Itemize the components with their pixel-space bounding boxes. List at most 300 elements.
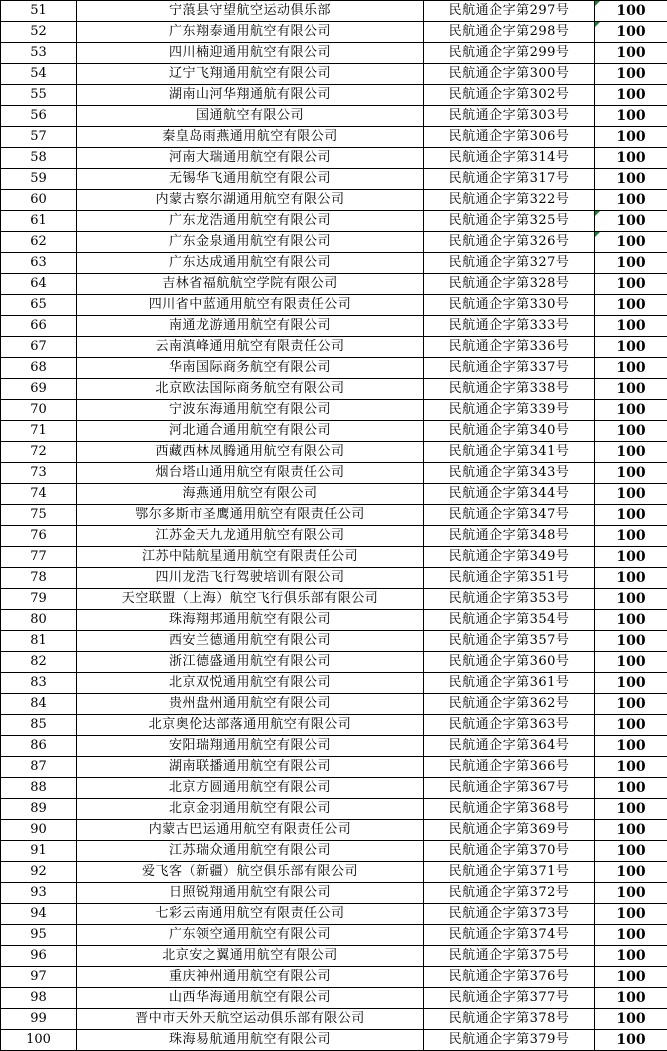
license-number-text: 民航通企字第360号 <box>448 654 570 669</box>
score-cell <box>595 274 667 295</box>
row-number-cell <box>1 568 77 589</box>
company-name-cell <box>77 43 424 64</box>
row-number-cell <box>1 148 77 169</box>
table-body <box>1 1 667 1051</box>
company-name-cell <box>77 715 424 736</box>
company-name-text: 北京欧法国际商务航空有限公司 <box>155 381 345 396</box>
score-text: 100 <box>616 87 646 103</box>
license-number-text: 民航通企字第372号 <box>448 885 570 900</box>
row-number-cell <box>1 820 77 841</box>
row-number-cell <box>1 421 77 442</box>
row-number-cell <box>1 211 77 232</box>
table-row <box>1 904 667 925</box>
score-cell <box>595 253 667 274</box>
row-number-text: 53 <box>30 45 47 60</box>
table-row <box>1 43 667 64</box>
table-row <box>1 757 667 778</box>
license-number-cell <box>424 316 595 337</box>
score-cell <box>595 820 667 841</box>
row-number-cell <box>1 337 77 358</box>
license-number-text: 民航通企字第379号 <box>448 1032 570 1047</box>
license-number-text: 民航通企字第357号 <box>448 633 570 648</box>
row-number-cell <box>1 589 77 610</box>
score-text: 100 <box>616 192 646 208</box>
company-name-cell <box>77 442 424 463</box>
license-number-cell <box>424 211 595 232</box>
license-number-cell <box>424 22 595 43</box>
license-number-cell <box>424 190 595 211</box>
score-cell <box>595 43 667 64</box>
score-text: 100 <box>616 45 646 61</box>
table-row <box>1 421 667 442</box>
score-text: 100 <box>616 465 646 481</box>
score-cell <box>595 946 667 967</box>
table-row <box>1 715 667 736</box>
row-number-text: 92 <box>30 864 47 879</box>
license-number-cell <box>424 547 595 568</box>
license-number-text: 民航通企字第368号 <box>448 801 570 816</box>
license-number-text: 民航通企字第348号 <box>448 528 570 543</box>
company-name-text: 四川龙浩飞行驾驶培训有限公司 <box>155 570 345 585</box>
company-name-cell <box>77 505 424 526</box>
company-name-text: 内蒙古察尔湖通用航空有限公司 <box>155 192 345 207</box>
row-number-cell <box>1 358 77 379</box>
score-text: 100 <box>616 276 646 292</box>
company-name-cell <box>77 379 424 400</box>
company-name-cell <box>77 316 424 337</box>
license-number-text: 民航通企字第336号 <box>448 339 570 354</box>
comment-marker-icon <box>595 211 600 216</box>
company-name-cell <box>77 190 424 211</box>
table-row <box>1 946 667 967</box>
score-text: 100 <box>616 759 646 775</box>
company-name-cell <box>77 694 424 715</box>
score-text: 100 <box>616 129 646 145</box>
table-row <box>1 337 667 358</box>
company-name-cell <box>77 631 424 652</box>
row-number-cell <box>1 295 77 316</box>
license-number-text: 民航通企字第314号 <box>448 150 570 165</box>
license-number-text: 民航通企字第325号 <box>448 213 570 228</box>
license-number-text: 民航通企字第298号 <box>448 24 570 39</box>
score-cell <box>595 694 667 715</box>
row-number-text: 100 <box>26 1032 51 1047</box>
table-row <box>1 64 667 85</box>
license-number-cell <box>424 841 595 862</box>
company-name-cell <box>77 463 424 484</box>
row-number-cell <box>1 43 77 64</box>
score-cell <box>595 400 667 421</box>
row-number-cell <box>1 505 77 526</box>
company-name-cell <box>77 652 424 673</box>
score-cell <box>595 169 667 190</box>
license-number-cell <box>424 673 595 694</box>
company-name-cell <box>77 169 424 190</box>
license-number-cell <box>424 64 595 85</box>
company-name-text: 湖南联播通用航空有限公司 <box>168 759 331 774</box>
score-text: 100 <box>616 864 646 880</box>
score-cell <box>595 1030 667 1051</box>
score-cell <box>595 547 667 568</box>
company-name-cell <box>77 1009 424 1030</box>
score-text: 100 <box>616 339 646 355</box>
score-cell <box>595 358 667 379</box>
table-row <box>1 694 667 715</box>
company-name-cell <box>77 568 424 589</box>
row-number-text: 62 <box>30 234 47 249</box>
row-number-cell <box>1 967 77 988</box>
row-number-cell <box>1 253 77 274</box>
score-text: 100 <box>616 528 646 544</box>
license-number-cell <box>424 883 595 904</box>
license-number-cell <box>424 379 595 400</box>
company-name-cell <box>77 988 424 1009</box>
company-name-text: 广东龙浩通用航空有限公司 <box>168 213 331 228</box>
score-cell <box>595 862 667 883</box>
license-number-text: 民航通企字第370号 <box>448 843 570 858</box>
row-number-cell <box>1 274 77 295</box>
company-name-cell <box>77 1 424 22</box>
company-name-text: 四川楠迎通用航空有限公司 <box>168 45 331 60</box>
row-number-text: 86 <box>30 738 47 753</box>
license-number-text: 民航通企字第367号 <box>448 780 570 795</box>
score-text: 100 <box>616 423 646 439</box>
score-text: 100 <box>616 66 646 82</box>
license-number-text: 民航通企字第349号 <box>448 549 570 564</box>
row-number-text: 97 <box>30 969 47 984</box>
score-text: 100 <box>616 108 646 124</box>
license-number-cell <box>424 253 595 274</box>
score-cell <box>595 988 667 1009</box>
company-name-cell <box>77 1030 424 1051</box>
company-name-text: 云南滇峰通用航空有限责任公司 <box>155 339 345 354</box>
company-name-text: 七彩云南通用航空有限责任公司 <box>155 906 345 921</box>
score-text: 100 <box>616 654 646 670</box>
table-row <box>1 274 667 295</box>
score-text: 100 <box>616 675 646 691</box>
score-text: 100 <box>616 171 646 187</box>
score-text: 100 <box>616 927 646 943</box>
license-number-cell <box>424 148 595 169</box>
row-number-cell <box>1 127 77 148</box>
score-cell <box>595 295 667 316</box>
row-number-cell <box>1 925 77 946</box>
score-cell <box>595 85 667 106</box>
company-name-text: 南通龙游通用航空有限公司 <box>168 318 331 333</box>
company-name-text: 贵州盘州通用航空有限公司 <box>168 696 331 711</box>
score-cell <box>595 442 667 463</box>
license-number-text: 民航通企字第371号 <box>448 864 570 879</box>
company-name-cell <box>77 85 424 106</box>
company-name-cell <box>77 337 424 358</box>
table-row <box>1 358 667 379</box>
score-text: 100 <box>616 381 646 397</box>
license-number-text: 民航通企字第376号 <box>448 969 570 984</box>
company-name-text: 江苏中陆航星通用航空有限责任公司 <box>141 549 358 564</box>
table-row <box>1 484 667 505</box>
table-row <box>1 925 667 946</box>
license-number-text: 民航通企字第330号 <box>448 297 570 312</box>
table-row <box>1 148 667 169</box>
license-number-text: 民航通企字第347号 <box>448 507 570 522</box>
license-number-cell <box>424 820 595 841</box>
license-number-text: 民航通企字第341号 <box>448 444 570 459</box>
company-name-text: 宁波东海通用航空有限公司 <box>168 402 331 417</box>
row-number-cell <box>1 694 77 715</box>
company-name-text: 西藏西林凤腾通用航空有限公司 <box>155 444 345 459</box>
score-cell <box>595 463 667 484</box>
company-name-cell <box>77 589 424 610</box>
table-row <box>1 736 667 757</box>
row-number-cell <box>1 757 77 778</box>
score-cell <box>595 127 667 148</box>
row-number-text: 82 <box>30 654 47 669</box>
score-text: 100 <box>616 3 646 19</box>
row-number-cell <box>1 316 77 337</box>
license-number-cell <box>424 106 595 127</box>
score-text: 100 <box>616 486 646 502</box>
license-number-cell <box>424 505 595 526</box>
row-number-cell <box>1 442 77 463</box>
row-number-cell <box>1 799 77 820</box>
company-name-text: 宁蒗县守望航空运动俱乐部 <box>168 3 331 18</box>
row-number-text: 83 <box>30 675 47 690</box>
row-number-cell <box>1 169 77 190</box>
company-name-cell <box>77 22 424 43</box>
row-number-text: 72 <box>30 444 47 459</box>
table-row <box>1 232 667 253</box>
row-number-cell <box>1 673 77 694</box>
table-row <box>1 442 667 463</box>
license-number-text: 民航通企字第374号 <box>448 927 570 942</box>
license-number-text: 民航通企字第354号 <box>448 612 570 627</box>
license-number-cell <box>424 1030 595 1051</box>
score-cell <box>595 106 667 127</box>
row-number-text: 66 <box>30 318 47 333</box>
row-number-text: 60 <box>30 192 47 207</box>
score-cell <box>595 610 667 631</box>
company-name-text: 江苏瑞众通用航空有限公司 <box>168 843 331 858</box>
score-cell <box>595 421 667 442</box>
row-number-cell <box>1 190 77 211</box>
row-number-cell <box>1 379 77 400</box>
license-number-cell <box>424 946 595 967</box>
company-name-cell <box>77 967 424 988</box>
score-text: 100 <box>616 885 646 901</box>
company-name-text: 北京方圆通用航空有限公司 <box>168 780 331 795</box>
score-text: 100 <box>616 318 646 334</box>
score-text: 100 <box>616 150 646 166</box>
license-number-cell <box>424 694 595 715</box>
license-number-text: 民航通企字第362号 <box>448 696 570 711</box>
row-number-text: 93 <box>30 885 47 900</box>
license-number-cell <box>424 568 595 589</box>
row-number-text: 61 <box>30 213 47 228</box>
row-number-text: 77 <box>30 549 47 564</box>
score-text: 100 <box>616 801 646 817</box>
license-number-cell <box>424 1009 595 1030</box>
license-number-cell <box>424 862 595 883</box>
score-cell <box>595 1 667 22</box>
row-number-cell <box>1 22 77 43</box>
company-name-text: 北京安之翼通用航空有限公司 <box>162 948 338 963</box>
row-number-text: 81 <box>30 633 47 648</box>
row-number-cell <box>1 988 77 1009</box>
row-number-text: 67 <box>30 339 47 354</box>
row-number-text: 57 <box>30 129 47 144</box>
row-number-text: 78 <box>30 570 47 585</box>
company-name-cell <box>77 862 424 883</box>
company-name-cell <box>77 946 424 967</box>
row-number-text: 99 <box>30 1011 47 1026</box>
license-number-text: 民航通企字第337号 <box>448 360 570 375</box>
license-number-cell <box>424 400 595 421</box>
row-number-text: 96 <box>30 948 47 963</box>
row-number-cell <box>1 463 77 484</box>
company-name-text: 国通航空有限公司 <box>195 108 304 123</box>
table-row <box>1 841 667 862</box>
row-number-cell <box>1 736 77 757</box>
score-cell <box>595 64 667 85</box>
row-number-text: 70 <box>30 402 47 417</box>
score-text: 100 <box>616 507 646 523</box>
table-row <box>1 1009 667 1030</box>
company-name-cell <box>77 799 424 820</box>
table-row <box>1 22 667 43</box>
row-number-cell <box>1 778 77 799</box>
company-name-text: 广东翔泰通用航空有限公司 <box>168 24 331 39</box>
score-cell <box>595 526 667 547</box>
table-row <box>1 820 667 841</box>
company-name-cell <box>77 400 424 421</box>
score-cell <box>595 736 667 757</box>
row-number-cell <box>1 232 77 253</box>
company-name-cell <box>77 904 424 925</box>
row-number-text: 79 <box>30 591 47 606</box>
company-name-text: 河北通合通用航空有限公司 <box>168 423 331 438</box>
row-number-cell <box>1 883 77 904</box>
table-row <box>1 106 667 127</box>
row-number-text: 58 <box>30 150 47 165</box>
score-text: 100 <box>616 444 646 460</box>
license-number-text: 民航通企字第377号 <box>448 990 570 1005</box>
license-number-text: 民航通企字第322号 <box>448 192 570 207</box>
row-number-text: 75 <box>30 507 47 522</box>
score-cell <box>595 22 667 43</box>
company-name-cell <box>77 883 424 904</box>
license-number-cell <box>424 421 595 442</box>
row-number-cell <box>1 526 77 547</box>
license-number-text: 民航通企字第366号 <box>448 759 570 774</box>
score-cell <box>595 631 667 652</box>
company-name-cell <box>77 127 424 148</box>
score-cell <box>595 757 667 778</box>
row-number-text: 89 <box>30 801 47 816</box>
license-number-cell <box>424 127 595 148</box>
row-number-cell <box>1 862 77 883</box>
license-number-cell <box>424 610 595 631</box>
license-number-text: 民航通企字第300号 <box>448 66 570 81</box>
company-name-cell <box>77 673 424 694</box>
company-name-text: 无锡华飞通用航空有限公司 <box>168 171 331 186</box>
row-number-cell <box>1 631 77 652</box>
score-text: 100 <box>616 213 646 229</box>
row-number-cell <box>1 652 77 673</box>
score-cell <box>595 190 667 211</box>
company-name-cell <box>77 736 424 757</box>
score-cell <box>595 883 667 904</box>
row-number-text: 85 <box>30 717 47 732</box>
license-number-text: 民航通企字第317号 <box>448 171 570 186</box>
table-row <box>1 988 667 1009</box>
table-row <box>1 211 667 232</box>
table-row <box>1 295 667 316</box>
comment-marker-icon <box>595 1 600 6</box>
score-cell <box>595 484 667 505</box>
score-text: 100 <box>616 234 646 250</box>
license-number-text: 民航通企字第297号 <box>448 3 570 18</box>
score-cell <box>595 967 667 988</box>
company-name-text: 浙江德盛通用航空有限公司 <box>168 654 331 669</box>
license-number-cell <box>424 652 595 673</box>
company-name-text: 华南国际商务航空有限公司 <box>168 360 331 375</box>
license-number-text: 民航通企字第333号 <box>448 318 570 333</box>
table-row <box>1 673 667 694</box>
license-number-text: 民航通企字第338号 <box>448 381 570 396</box>
score-text: 100 <box>616 906 646 922</box>
company-name-cell <box>77 358 424 379</box>
row-number-cell <box>1 64 77 85</box>
company-name-text: 海燕通用航空有限公司 <box>182 486 318 501</box>
license-number-text: 民航通企字第302号 <box>448 87 570 102</box>
license-number-text: 民航通企字第327号 <box>448 255 570 270</box>
table-row <box>1 463 667 484</box>
row-number-text: 91 <box>30 843 47 858</box>
license-number-cell <box>424 526 595 547</box>
row-number-cell <box>1 904 77 925</box>
score-cell <box>595 148 667 169</box>
comment-marker-icon <box>595 22 600 27</box>
license-number-text: 民航通企字第363号 <box>448 717 570 732</box>
company-name-text: 珠海翔邦通用航空有限公司 <box>168 612 331 627</box>
score-cell <box>595 673 667 694</box>
row-number-text: 71 <box>30 423 47 438</box>
row-number-text: 64 <box>30 276 47 291</box>
score-cell <box>595 505 667 526</box>
table-row <box>1 610 667 631</box>
company-name-text: 河南大瑞通用航空有限公司 <box>168 150 331 165</box>
license-number-cell <box>424 484 595 505</box>
row-number-text: 55 <box>30 87 47 102</box>
table-row <box>1 316 667 337</box>
score-cell <box>595 316 667 337</box>
row-number-text: 90 <box>30 822 47 837</box>
row-number-cell <box>1 841 77 862</box>
company-name-cell <box>77 526 424 547</box>
row-number-text: 87 <box>30 759 47 774</box>
score-text: 100 <box>616 633 646 649</box>
score-cell <box>595 211 667 232</box>
table-row <box>1 778 667 799</box>
license-number-text: 民航通企字第378号 <box>448 1011 570 1026</box>
table-row <box>1 400 667 421</box>
company-name-cell <box>77 64 424 85</box>
company-name-cell <box>77 610 424 631</box>
score-cell <box>595 778 667 799</box>
score-text: 100 <box>616 549 646 565</box>
license-number-cell <box>424 85 595 106</box>
company-name-text: 江苏金天九龙通用航空有限公司 <box>155 528 345 543</box>
